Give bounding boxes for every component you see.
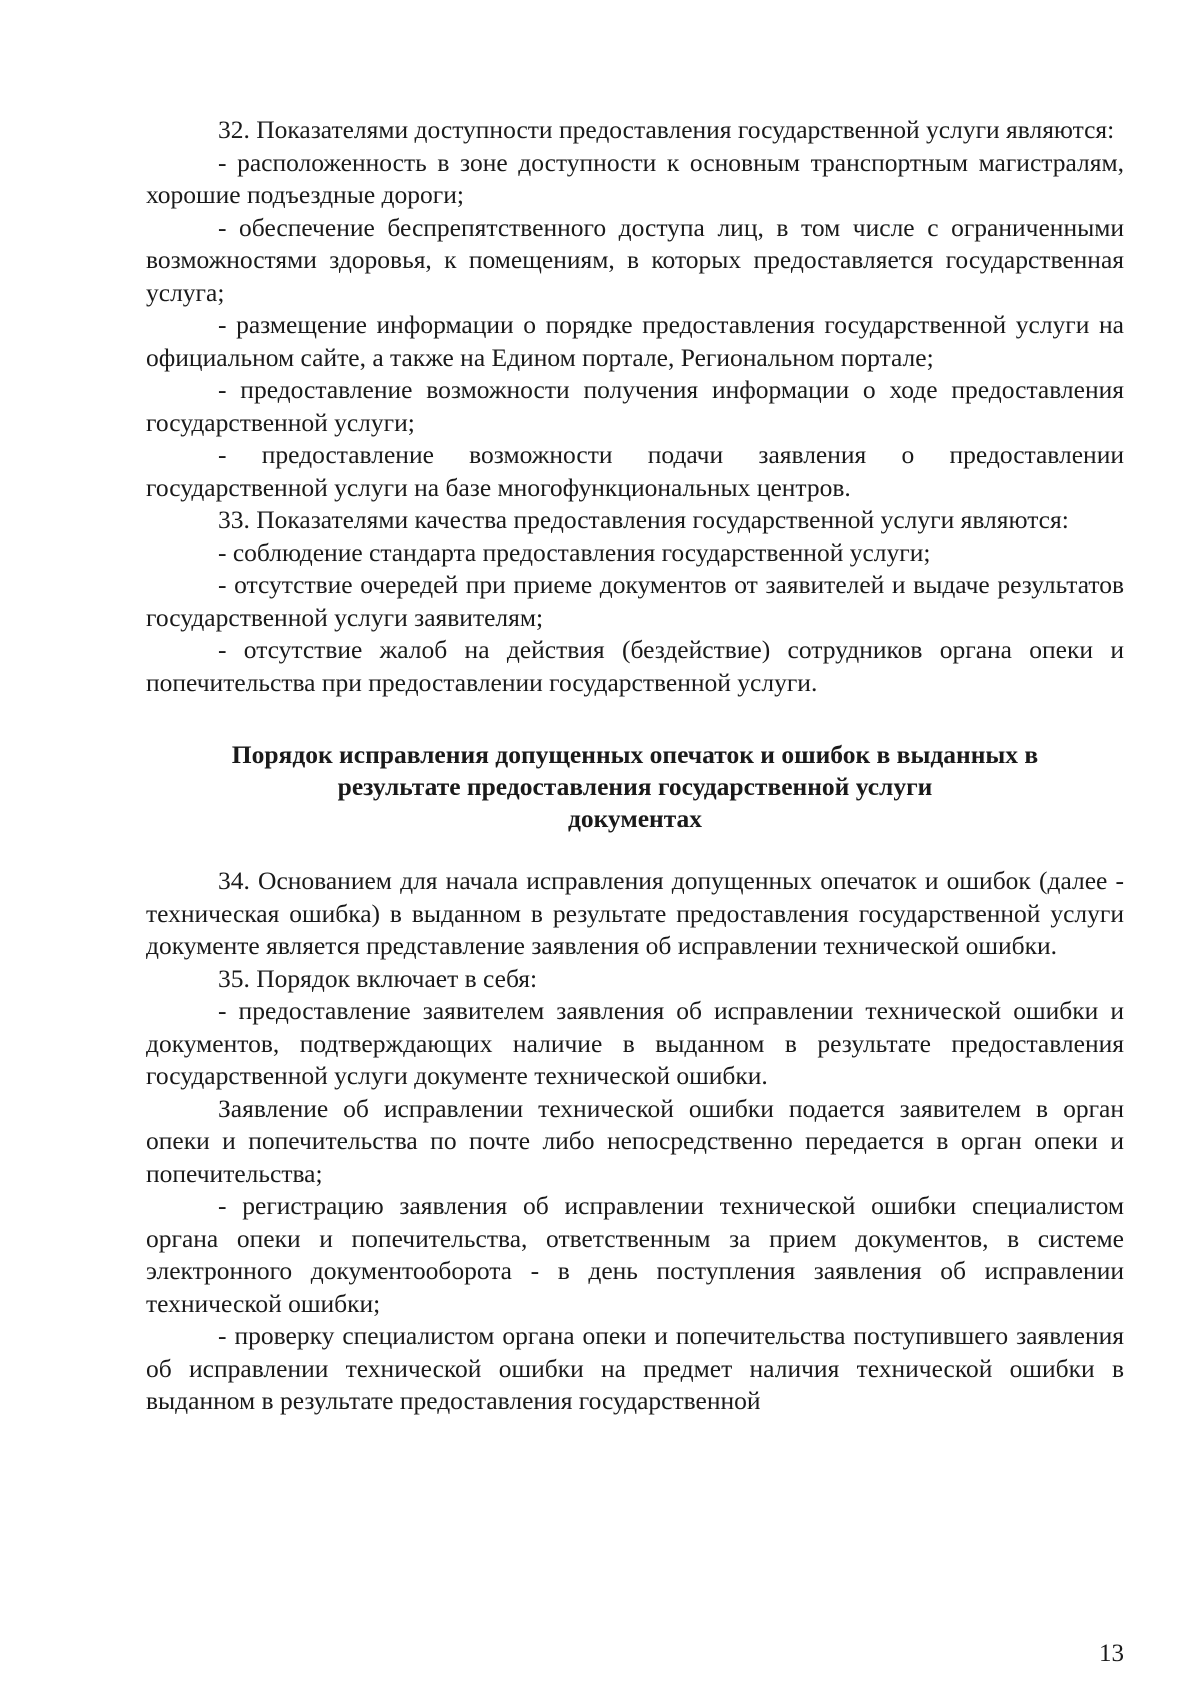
list-item-location: - расположенность в зоне доступности к основным транспортным магистралям, хорошие подъездные дороги;: [146, 147, 1124, 209]
list-item-no-complaints: - отсутствие жалоб на действия (бездействие) сотрудников органа опеки и попечительства при предоставлении государственной услуги.: [146, 635, 1124, 697]
list-item-submit-application: - предоставление заявителем заявления об исправлении технической ошибки и документов, подтверждающих наличие в выданном в результате предоставления государственной услуги документе технической ошибки.: [146, 996, 1124, 1090]
paragraph-application-delivery: Заявление об исправлении технической ошибки подается заявителем в орган опеки и попечительства по почте либо непосредственно передается в орган опеки и попечительства;: [146, 1093, 1124, 1188]
list-item-progress-info: - предоставление возможности получения информации о ходе предоставления государственной услуги;: [146, 375, 1124, 437]
section-heading-line-2: результате предоставления государственной услуги: [337, 772, 933, 801]
section-heading-line-3: документах: [567, 804, 703, 833]
paragraph-34: 34. Основанием для начала исправления допущенных опечаток и ошибок (далее - техническая ошибка) в выданном в результате предоставления государственной услуги документе является представление заявления об исправлении технической ошибки.: [146, 866, 1124, 960]
paragraph-35-intro: 35. Порядок включает в себя:: [218, 963, 538, 993]
paragraph-32-intro: 32. Показателями доступности предоставления государственной услуги являются:: [218, 115, 1115, 144]
list-item-registration: - регистрацию заявления об исправлении технической ошибки специалистом органа опеки и попечительства, ответственным за прием документов, в системе электронного документооборота - в день поступления заявления об исправлении технической ошибки;: [146, 1191, 1124, 1318]
list-item-access: - обеспечение беспрепятственного доступа лиц, в том числе с ограниченными возможностями здоровья, к помещениям, в которых предоставляется государственная услуга;: [146, 212, 1124, 307]
list-item-standard: - соблюдение стандарта предоставления государственной услуги;: [218, 537, 931, 567]
document-body: [146, 114, 1124, 1418]
section-heading-line-1: Порядок исправления допущенных опечаток и ошибок в выданных в: [231, 740, 1039, 769]
section-heading: [146, 739, 1124, 835]
list-item-no-queues: - отсутствие очередей при приеме документов от заявителей и выдаче результатов государственной услуги заявителям;: [146, 570, 1124, 632]
list-item-mfc-submission: - предоставление возможности подачи заявления о предоставлении государственной услуги на базе многофункциональных центров.: [146, 440, 1124, 502]
page-number: 13: [1099, 1640, 1124, 1667]
paragraph-33-intro: 33. Показателями качества предоставления государственной услуги являются:: [218, 505, 1069, 534]
list-item-verification: - проверку специалистом органа опеки и попечительства поступившего заявления об исправлении технической ошибки на предмет наличия технической ошибки в выданном в результате предоставления государственной: [146, 1321, 1124, 1415]
list-item-info-placement: - размещение информации о порядке предоставления государственной услуги на официальном сайте, а также на Едином портале, Региональном портале;: [146, 310, 1124, 372]
